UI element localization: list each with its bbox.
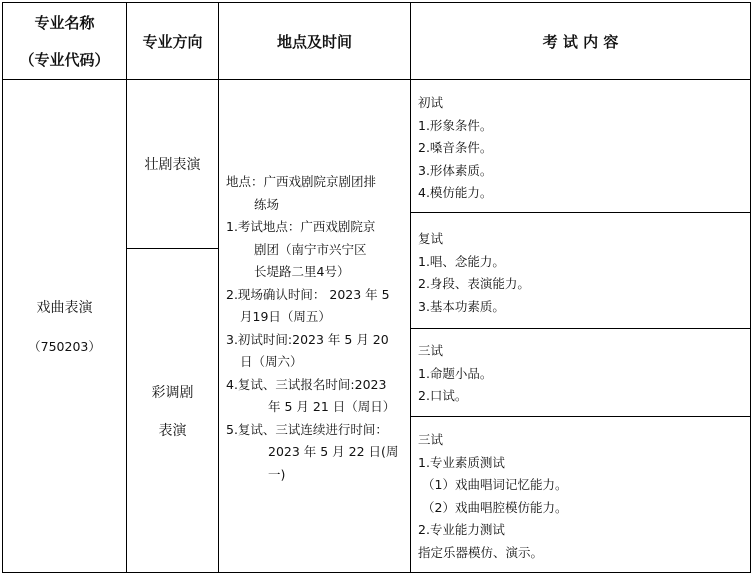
exam-item: 1.专业素质测试 [418, 454, 505, 470]
exam-divider-3 [410, 416, 751, 417]
exam-item: 2.嗓音条件。 [418, 140, 493, 155]
location-line: 日（周六） [240, 354, 303, 369]
exam-item: 3.基本功素质。 [418, 298, 505, 314]
table-right-border [750, 2, 751, 573]
location-line: 3.初试时间:2023 年 5 月 20 [226, 331, 389, 347]
exam-item: 4.模仿能力。 [418, 185, 493, 200]
exam-item: （2）戏曲唱腔模仿能力。 [422, 499, 568, 515]
exam-block-preliminary [418, 92, 746, 205]
table-bottom-border [2, 572, 751, 573]
exam-item: 2.专业能力测试 [418, 522, 505, 537]
major-code: （750203） [28, 339, 101, 354]
header-major-code: （专业代码） [19, 51, 110, 69]
exam-item: 3.形体素质。 [418, 162, 493, 178]
location-line: 长堤路二里4号） [254, 264, 350, 279]
direction-zhuangju: 壮剧表演 [144, 157, 201, 173]
exam-divider-1 [410, 212, 751, 213]
exam-title: 三试 [418, 432, 444, 447]
major-name: 戏曲表演 [36, 300, 93, 316]
exam-item: 1.唱、念能力。 [418, 253, 505, 269]
location-line: 1.考试地点：广西戏剧院京 [226, 219, 376, 234]
major-cell [3, 80, 126, 572]
location-line: 4.复试、三试报名时间:2023 [226, 376, 387, 392]
location-line: 年 5 月 21 日（周日） [268, 399, 396, 414]
col-divider-2 [218, 2, 219, 573]
exam-title: 复试 [418, 231, 444, 246]
direction-caidiao-line2: 表演 [158, 422, 187, 439]
location-line: 2.现场确认时间： 2023 年 5 [226, 286, 390, 302]
direction-caidiao-cell [127, 249, 218, 572]
exam-item: （1）戏曲唱词记忆能力。 [422, 477, 568, 492]
header-content: 考 试 内 容 [542, 32, 619, 51]
location-time-block [226, 171, 410, 486]
header-major-cell [3, 3, 126, 79]
exam-block-third-zhuangju [418, 429, 746, 564]
location-line: 月19日（周五） [240, 309, 331, 324]
header-place-time-cell [219, 3, 410, 79]
direction-zhuangju-cell [127, 80, 218, 248]
exam-title: 三试 [418, 343, 444, 358]
col-divider-3 [410, 2, 411, 573]
exam-item: 2.身段、表演能力。 [418, 276, 530, 291]
exam-title: 初试 [418, 95, 444, 110]
header-content-cell [411, 3, 750, 79]
location-line: 剧团（南宁市兴宁区 [254, 241, 367, 257]
exam-block-third-caidiao [418, 340, 746, 408]
exam-item: 2.口试。 [418, 388, 468, 403]
exam-item: 指定乐器模仿、演示。 [418, 544, 544, 560]
location-line: 5.复试、三试连续进行时间： [226, 421, 388, 437]
header-direction-cell [127, 3, 218, 79]
location-line: 一) [268, 466, 286, 482]
exam-item: 1.命题小品。 [418, 365, 493, 381]
exam-item: 1.形象条件。 [418, 117, 493, 133]
location-line: 地点：广西戏剧院京剧团排 [226, 174, 377, 189]
header-place-time: 地点及时间 [276, 32, 352, 51]
exam-divider-2 [410, 328, 751, 329]
header-major-name: 专业名称 [34, 14, 95, 32]
header-direction: 专业方向 [142, 32, 203, 51]
exam-block-retest [418, 228, 746, 318]
direction-caidiao-line1: 彩调剧 [151, 384, 194, 401]
location-line: 练场 [254, 196, 280, 212]
location-line: 2023 年 5 月 22 日(周 [268, 444, 399, 459]
